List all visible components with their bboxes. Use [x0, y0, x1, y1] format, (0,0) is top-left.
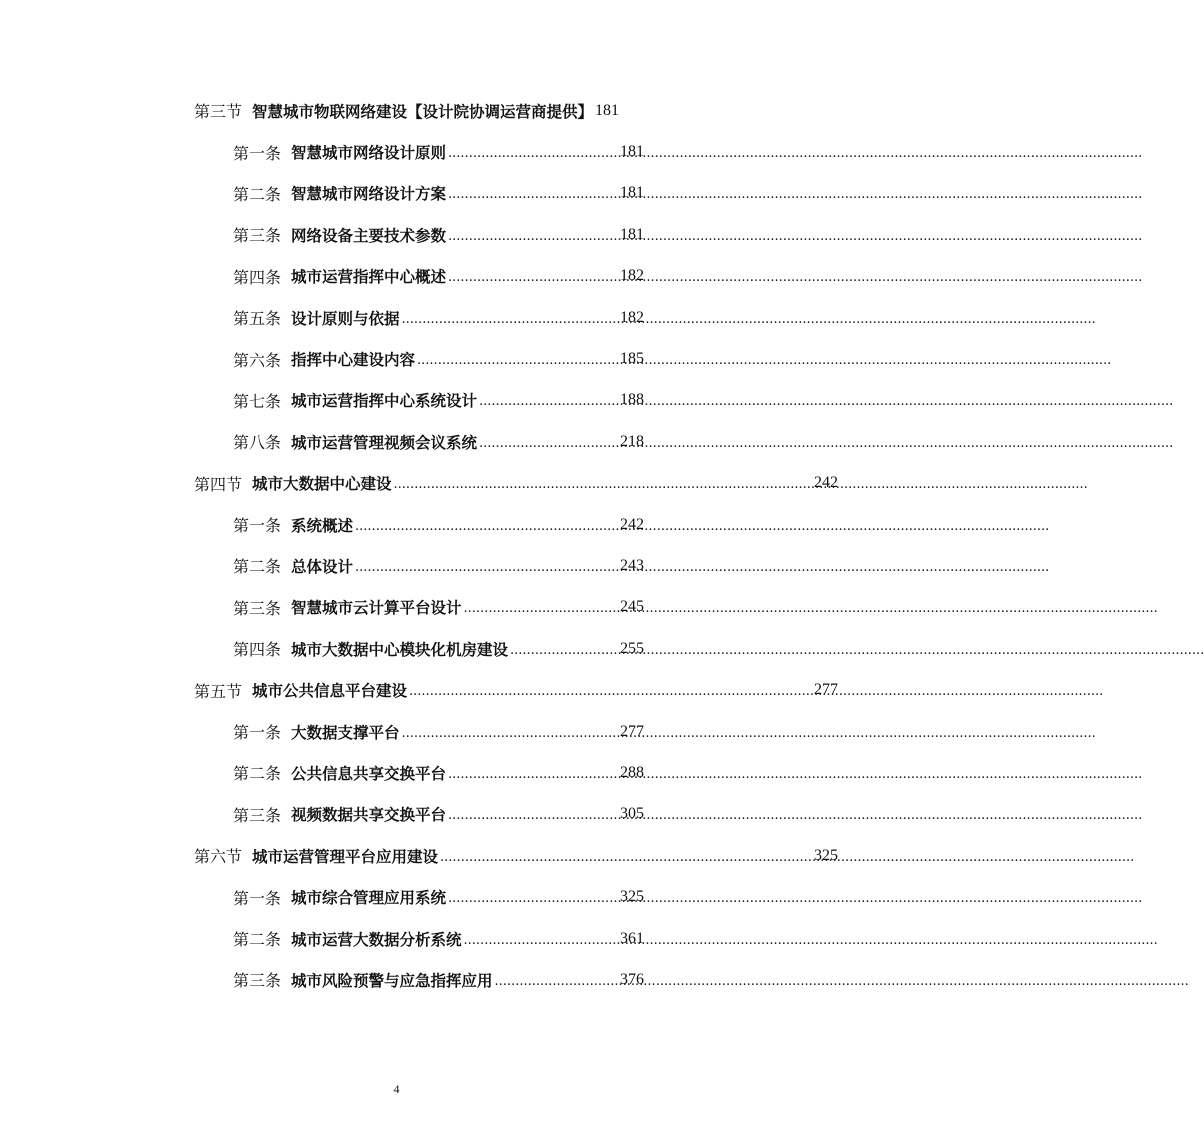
toc-prefix: 第七条 [233, 391, 282, 411]
toc-title: 智慧城市云计算平台设计 [291, 599, 462, 618]
dot-leader [402, 311, 618, 327]
toc-row[interactable] [0, 131, 644, 172]
dot-leader [448, 228, 618, 244]
page-number: 4 [393, 1082, 400, 1096]
toc-page: 325 [814, 846, 838, 864]
toc-title: 指挥中心建设内容 [291, 351, 416, 370]
toc-row[interactable] [0, 628, 644, 669]
toc-title: 城市综合管理应用系统 [291, 889, 447, 908]
dot-leader [448, 807, 618, 823]
dot-leader [464, 932, 618, 948]
toc-row[interactable] [0, 835, 838, 876]
toc-page: 376 [620, 970, 644, 988]
toc-title: 大数据支撑平台 [291, 723, 400, 742]
dot-leader [464, 600, 618, 616]
toc-row[interactable] [0, 876, 644, 917]
toc-row[interactable] [0, 380, 644, 421]
toc-page: 242 [814, 474, 838, 492]
dot-leader [495, 973, 618, 989]
toc-page: 243 [620, 556, 644, 574]
toc-title: 城市公共信息平台建设 [252, 682, 408, 701]
toc-page: 182 [620, 308, 644, 326]
dot-leader [510, 642, 618, 658]
toc-page: 181 [620, 184, 644, 202]
toc-title: 城市运营指挥中心系统设计 [291, 392, 478, 411]
toc-row[interactable] [0, 214, 644, 255]
toc-prefix: 第六节 [194, 847, 243, 867]
dot-leader [479, 393, 618, 409]
toc-row[interactable] [0, 90, 838, 131]
toc-prefix: 第四条 [233, 267, 282, 287]
dot-leader [448, 890, 618, 906]
toc-page: 181 [620, 225, 644, 243]
toc-row[interactable] [0, 421, 644, 462]
toc-page: 288 [620, 763, 644, 781]
toc-row[interactable] [0, 545, 644, 586]
toc-prefix: 第三条 [233, 226, 282, 246]
toc-page: 361 [620, 929, 644, 947]
table-of-contents [0, 90, 838, 1001]
toc-prefix: 第八条 [233, 433, 282, 453]
toc-prefix: 第二条 [233, 930, 282, 949]
toc-title: 公共信息共享交换平台 [291, 764, 447, 783]
toc-title: 总体设计 [291, 557, 354, 576]
toc-prefix: 第六条 [233, 350, 282, 370]
toc-row[interactable] [0, 256, 644, 297]
toc-prefix: 第二条 [233, 764, 282, 784]
toc-prefix: 第五条 [233, 309, 282, 329]
toc-page: 255 [620, 639, 644, 657]
toc-prefix: 第三节 [194, 102, 243, 122]
toc-title: 城市运营指挥中心概述 [291, 268, 447, 287]
toc-row[interactable] [0, 918, 644, 959]
toc-page: 277 [620, 722, 644, 740]
toc-page: 188 [620, 391, 644, 409]
toc-row[interactable] [0, 711, 644, 752]
toc-row[interactable] [0, 587, 644, 628]
toc-prefix: 第一条 [233, 723, 282, 743]
toc-prefix: 第三条 [233, 805, 282, 825]
dot-leader [448, 145, 618, 161]
toc-prefix: 第四条 [233, 640, 282, 660]
dot-leader [479, 435, 618, 451]
toc-title: 网络设备主要技术参数 [291, 226, 447, 245]
toc-title: 智慧城市物联网络建设【设计院协调运营商提供】 [252, 102, 594, 121]
toc-page: 305 [620, 805, 644, 823]
toc-row[interactable] [0, 794, 644, 835]
toc-prefix: 第二条 [233, 557, 282, 577]
dot-leader [440, 849, 812, 865]
toc-title: 城市运营管理平台应用建设 [252, 847, 439, 866]
toc-row[interactable] [0, 297, 644, 338]
toc-prefix: 第一条 [233, 888, 282, 908]
dot-leader [355, 559, 618, 575]
dot-leader [409, 683, 812, 699]
toc-page: 325 [620, 888, 644, 906]
toc-page: 181 [620, 143, 644, 161]
toc-title: 城市运营大数据分析系统 [291, 930, 462, 949]
dot-leader [448, 766, 618, 782]
toc-row[interactable] [0, 463, 838, 504]
toc-row[interactable] [0, 669, 838, 710]
toc-prefix: 第一条 [233, 143, 282, 163]
toc-row[interactable] [0, 504, 644, 545]
toc-prefix: 第二条 [233, 184, 282, 204]
dot-leader [448, 186, 618, 202]
toc-title: 智慧城市网络设计方案 [291, 185, 447, 204]
toc-row[interactable] [0, 173, 644, 214]
dot-leader [417, 352, 618, 368]
toc-title: 城市风险预警与应急指挥应用 [291, 971, 493, 990]
toc-page: 277 [814, 681, 838, 699]
toc-row[interactable] [0, 338, 644, 379]
toc-title: 智慧城市网络设计原则 [291, 144, 447, 163]
toc-page: 242 [620, 515, 644, 533]
toc-title: 城市大数据中心模块化机房建设 [291, 640, 509, 659]
dot-leader [355, 518, 618, 534]
dot-leader [448, 269, 618, 285]
toc-row[interactable] [0, 752, 644, 793]
dot-leader [394, 476, 812, 492]
toc-page: 185 [620, 350, 644, 368]
toc-prefix: 第三条 [233, 971, 282, 991]
toc-title: 城市大数据中心建设 [252, 475, 392, 494]
toc-title: 系统概述 [291, 516, 354, 535]
toc-prefix: 第三条 [233, 598, 282, 618]
toc-page: 245 [620, 598, 644, 616]
toc-prefix: 第四节 [194, 474, 243, 494]
toc-page: 181 [595, 101, 620, 119]
toc-page: 218 [620, 432, 644, 450]
toc-prefix: 第五节 [194, 681, 243, 701]
toc-title: 设计原则与依据 [291, 309, 400, 328]
toc-title: 视频数据共享交换平台 [291, 806, 447, 825]
dot-leader [402, 725, 618, 741]
toc-prefix: 第一条 [233, 516, 282, 536]
toc-page: 182 [620, 267, 644, 285]
toc-row[interactable] [0, 959, 644, 1000]
toc-title: 城市运营管理视频会议系统 [291, 433, 478, 452]
